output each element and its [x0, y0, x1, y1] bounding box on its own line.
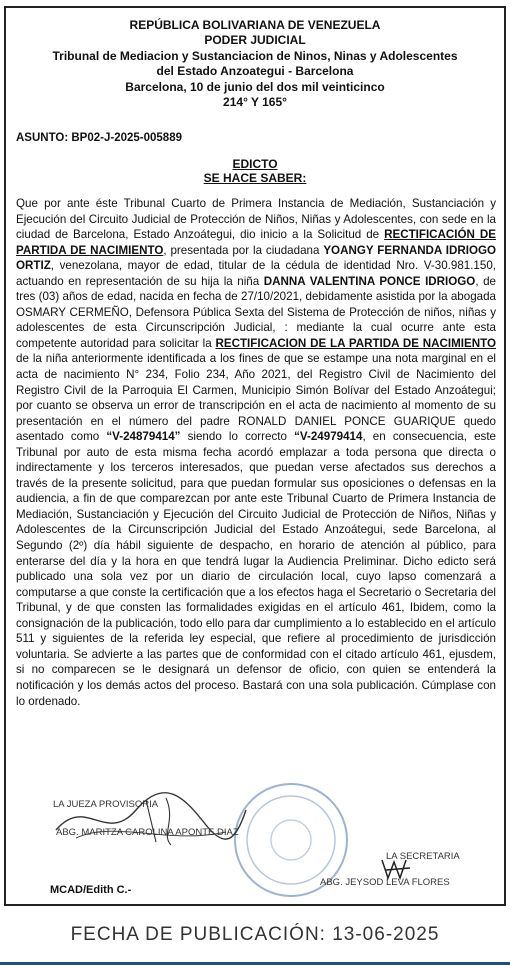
header-line-years: 214° Y 165°	[223, 95, 287, 110]
document-header	[6, 18, 504, 110]
body-emphasis: DANNA VALENTINA PONCE IDRIOGO	[263, 274, 476, 288]
body-text: , venezolana, mayor de edad, titular de la cédula de identidad Nro. V-30.981.150, actuando en representación de su hija la niña	[16, 259, 496, 288]
header-line-state: del Estado Anzoategui - Barcelona	[156, 64, 354, 79]
body-emphasis: “V-24879414”	[106, 430, 181, 444]
body-text: , de tres (03) años de edad, nacida en fecha de 27/10/2021, debidamente asistida por la abogada OSMARY CERMEÑO, Defensora Pública Sexta del Sistema de Protección de niños, niñas y adolescentes de esta Circunscripción Judicial, : mediante la cual ocurre ante esta competente autoridad para solicitar la	[16, 274, 496, 350]
body-text: , en consecuencia, este Tribunal por auto de esta misma fecha acordó emplazar a toda persona que directa o indirectamente y los terceros interesados, que puedan verse afectados sus derechos a través de la presente solicitud, para que puedan formular sus oposiciones o defensas en la audiencia, a fin de que comparezcan por ante este Tribunal Cuarto de Primera Instancia de Mediación, Sustanciación y Ejecución del Circuito Judicial de Protección de Niños, Niñas y Adolescentes de la Circunscripción Judicial del Estado Anzoátegui, sede Barcelona, al Segundo (2º) día hábil siguiente de despacho, en horario de atención al público, para enterarse del día y la hora en que tendrá lugar la Audiencia Preliminar. Dicho edicto será publicado una sola vez por un diario de circulación local, cuyo lapso comenzará a computarse a que conste la certificación que a los efectos haga el Secretario o Secretaria del Tribunal, y de que consten las formalidades exigidas en el artículo 461, Ibidem, como la consignación de la publicación, todo ello para dar cumplimiento a lo establecido en el artículo 511 y siguientes de la referida ley especial, que refiere al procedimiento de jurisdicción voluntaria. Se advierte a las partes que de conformidad con el citado artículo 461, ejusdem, si no comparecen se le designará un defensor de oficio, con quien se entenderá la notificación y los demás actos del proceso. Bastará con una sola publicación. Cúmplase con lo ordenado.	[16, 430, 496, 708]
body-text: , presentada por la ciudadana	[163, 243, 324, 257]
edict-document	[4, 6, 506, 906]
edict-title: EDICTO	[232, 157, 278, 171]
judge-name: ABG. MARITZA CAROLINA APONTE DIAZ	[56, 827, 239, 838]
edict-titles	[6, 157, 504, 185]
body-emphasis: YOANGY FERNANDA IDRIOGO ORTIZ	[16, 243, 497, 273]
judge-title: LA JUEZA PROVISORIA	[53, 799, 159, 810]
edict-body	[16, 196, 496, 709]
body-emphasis: RECTIFICACIÓN DE PARTIDA DE NACIMIENTO	[16, 228, 496, 257]
secretary-name: ABG. JEYSOD LEVA FLORES	[320, 877, 450, 888]
publication-date: FECHA DE PUBLICACIÓN: 13-06-2025	[70, 924, 440, 945]
secretary-title: LA SECRETARIA	[386, 851, 460, 862]
body-text: siendo lo correcto	[180, 430, 295, 444]
body-text: Que por ante éste Tribunal Cuarto de Primera Instancia de Mediación, Sustanciación y Ejecución del Circuito Judicial de Protección de Niños, Niñas y Adolescentes, con sede en la ciudad de Barcelona, Estado Anzoátegui, dio inicio a la Solicitud de	[16, 197, 496, 242]
body-emphasis: RECTIFICACION DE LA PARTIDA DE NACIMIENTO	[215, 336, 497, 350]
initials: MCAD/Edith C.-	[50, 884, 132, 896]
header-line-date: Barcelona, 10 de junio del dos mil veinticinco	[125, 79, 385, 94]
header-line-tribunal: Tribunal de Mediacion y Sustanciacion de Ninos, Ninas y Adolescentes	[52, 48, 458, 63]
header-line-republic: REPÚBLICA BOLIVARIANA DE VENEZUELA	[129, 18, 381, 32]
case-subject: ASUNTO: BP02-J-2025-005889	[16, 132, 182, 144]
footer-divider	[0, 962, 510, 965]
header-line-judicial-power: PODER JUDICIAL	[204, 33, 306, 48]
body-emphasis: “V-24979414	[294, 430, 363, 444]
edict-subtitle: SE HACE SABER:	[203, 171, 307, 185]
body-text: de la niña anteriormente identificada a los fines de que se estampe una nota marginal en el acta de nacimiento N° 234, Folio 234, Año 2021, del Registro Civil de Nacimiento del Registro Civil de la Parroquia El Carmen, Municipio Simón Bolívar del Estado Anzoátegui; por cuanto se observa un error de transcripción en el acta de nacimiento al momento de su presentación en el número del padre RONALD DANIEL PONCE GUARIQUE quedo asentado como	[16, 352, 496, 444]
